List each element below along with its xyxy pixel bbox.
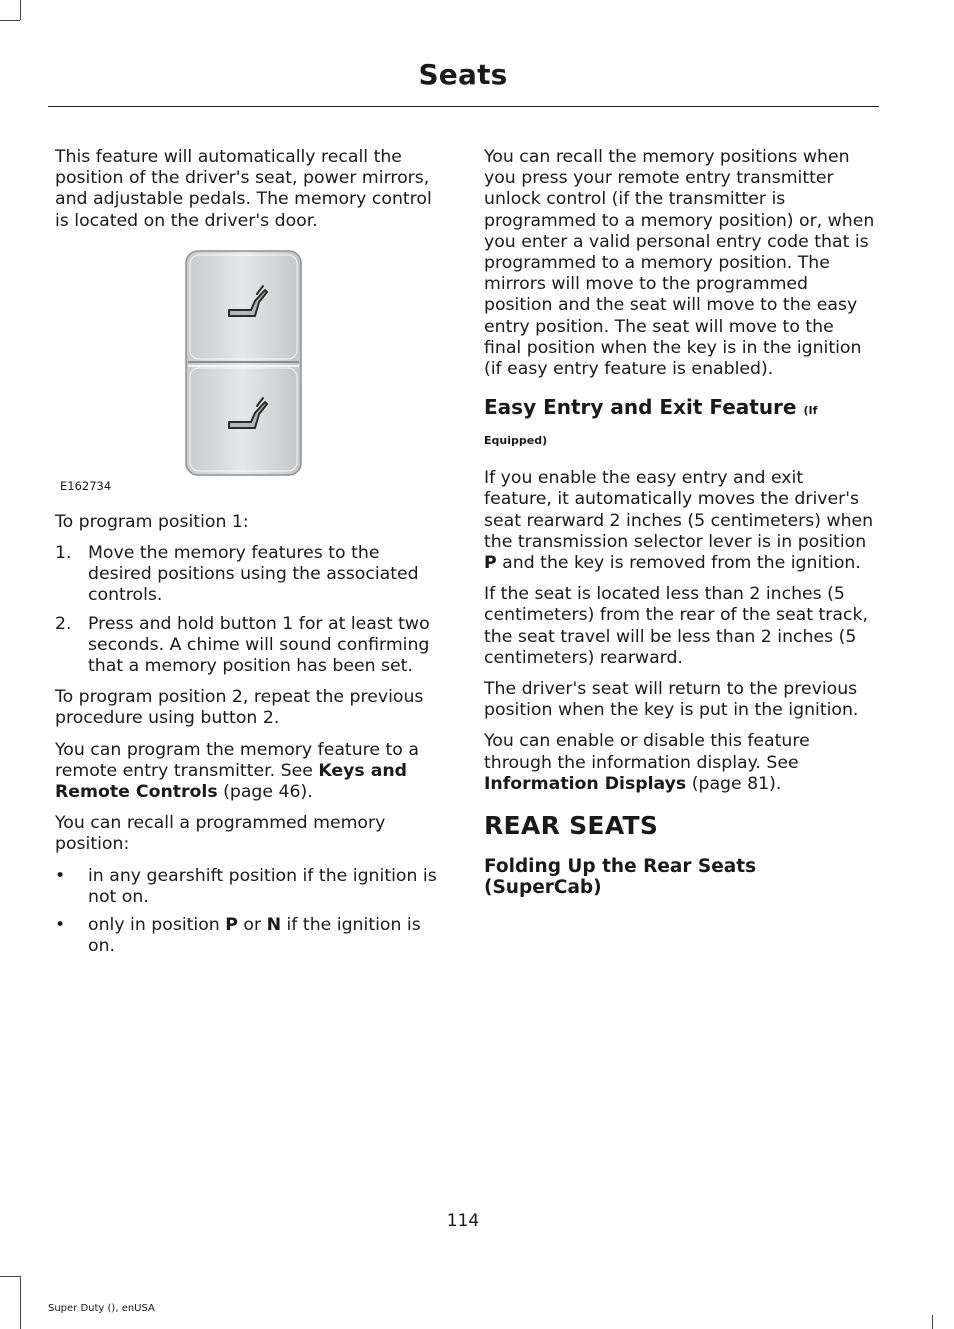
recall-intro: You can recall a programmed memory position:	[55, 813, 386, 855]
easy-entry-heading: Easy Entry and Exit Feature (If Equipped)	[484, 395, 818, 448]
left-column	[55, 147, 447, 967]
figure-code: E162734	[60, 479, 112, 493]
crop-mark	[932, 1315, 933, 1329]
crop-mark	[20, 1276, 21, 1329]
program1-intro: To program position 1:	[55, 511, 249, 532]
easy-entry-p4: You can enable or disable this feature through the information display. See Information Displays (page 81).	[484, 731, 810, 794]
program2-paragraph: To program position 2, repeat the previous procedure using button 2.	[55, 687, 424, 729]
keys-and-remote-controls-link[interactable]: Keys and Remote Controls	[55, 760, 408, 803]
remote-paragraph: You can program the memory feature to a remote entry transmitter. See Keys and Remote Controls (page 46).	[55, 739, 419, 803]
step-text: Press and hold button 1 for at least two seconds. A chime will sound confirming that a memory position has been set.	[88, 613, 430, 677]
intro-paragraph: This feature will automatically recall the position of the driver's seat, power mirrors, and adjustable pedals. The memory control is located on the driver's door.	[55, 147, 432, 231]
title-divider	[48, 106, 879, 107]
crop-mark	[0, 1276, 20, 1277]
page-title: Seats	[418, 58, 508, 91]
bullet-text: only in position P or N if the ignition is on.	[88, 915, 421, 957]
list-item	[55, 866, 447, 908]
easy-entry-heading-note: (If Equipped)	[484, 404, 818, 448]
doc-id: Super Duty (), enUSA	[48, 1303, 155, 1314]
list-item	[55, 543, 447, 607]
right-column	[484, 147, 876, 899]
memory-buttons-illustration	[185, 250, 302, 476]
memory-buttons-figure	[55, 242, 447, 504]
list-item	[55, 614, 447, 678]
step-text: Move the memory features to the desired positions using the associated controls.	[88, 543, 419, 606]
recall-bullets	[55, 866, 447, 958]
program1-steps	[55, 543, 447, 677]
recall-remote-paragraph: You can recall the memory positions when you press your remote entry transmitter unlock control (if the transmitter is programmed to a memory position) or, when you enter a valid personal entry code that is programmed to a memory position. The mirrors will move to the programmed position and the seat will move to the easy entry position. The seat will move to the final position when the key is in the ignition (if easy entry feature is enabled).	[484, 147, 875, 380]
step-number: 2.	[55, 613, 72, 634]
crop-mark	[20, 0, 21, 20]
page-number: 114	[446, 1211, 480, 1231]
rear-seats-heading: REAR SEATS	[484, 811, 659, 841]
crop-mark	[0, 20, 20, 21]
list-item	[55, 915, 447, 957]
easy-entry-p3: The driver's seat will return to the previous position when the key is put in the ignition.	[484, 679, 859, 721]
bullet: •	[55, 915, 66, 936]
easy-entry-p2: If the seat is located less than 2 inches (5 centimeters) from the rear of the seat track, the seat travel will be less than 2 inches (5 centimeters) rearward.	[484, 584, 868, 668]
information-displays-link[interactable]: Information Displays	[484, 773, 687, 794]
step-number: 1.	[55, 543, 72, 564]
bullet-text: in any gearshift position if the ignition is not on.	[88, 865, 437, 907]
bullet: •	[55, 865, 66, 886]
folding-rear-seats-heading: Folding Up the Rear Seats (SuperCab)	[484, 856, 757, 899]
easy-entry-p1: If you enable the easy entry and exit feature, it automatically moves the driver's seat rearward 2 inches (5 centimeters) when the transmission selector lever is in position P and the key is removed from the ignition.	[484, 468, 874, 574]
